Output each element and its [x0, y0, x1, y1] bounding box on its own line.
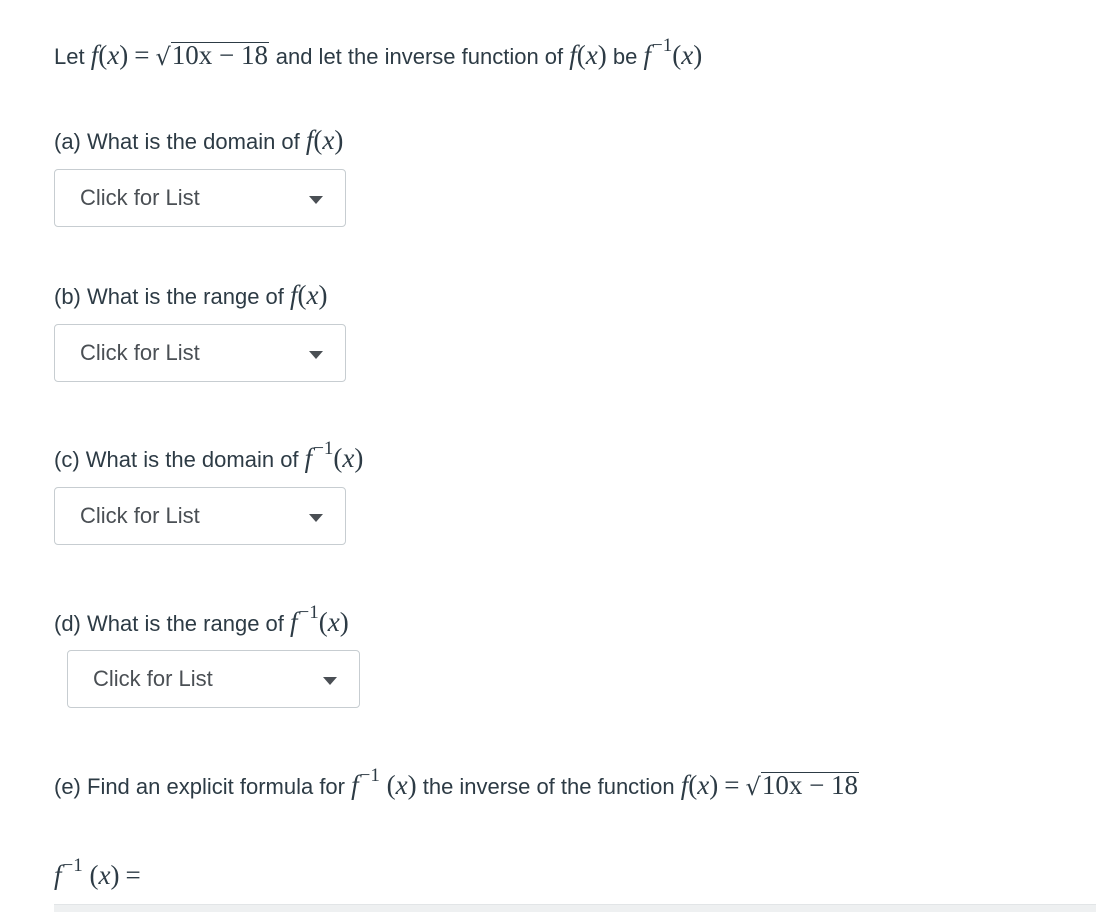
dropdown-placeholder: Click for List	[80, 340, 200, 365]
part-e-label: (e) Find an explicit formula for $f^{-1}$ (x) the inverse of the function f(x) = √10x − 18	[54, 765, 859, 801]
part-b-label: (b) What is the range of f(x)	[54, 280, 328, 310]
answer-input[interactable]	[54, 904, 1096, 912]
part-a-dropdown[interactable]	[54, 169, 346, 227]
part-d-dropdown[interactable]	[67, 650, 360, 708]
part-b-dropdown[interactable]	[54, 324, 346, 382]
part-c-label: (c) What is the domain of $f^{-1}(x)$	[54, 438, 364, 473]
answer-prompt: $f^{-1}$ (x) =	[54, 855, 141, 890]
f-inverse-expression: $f^{-1}(x)$	[643, 35, 703, 70]
dropdown-placeholder: Click for List	[80, 503, 200, 528]
intro-line	[54, 35, 703, 74]
part-a-label: (a) What is the domain of f(x)	[54, 125, 344, 155]
caret-down-icon	[309, 196, 323, 204]
intro-be: be	[612, 44, 638, 69]
caret-down-icon	[309, 514, 323, 522]
f-of-x-expression: f(x) = √10x − 18	[90, 40, 268, 71]
dropdown-placeholder: Click for List	[93, 666, 213, 691]
f-of-x-ref: f(x)	[569, 40, 607, 70]
part-c-dropdown[interactable]	[54, 487, 346, 545]
dropdown-placeholder: Click for List	[80, 185, 200, 210]
caret-down-icon	[323, 677, 337, 685]
intro-prefix: Let	[54, 44, 85, 69]
part-d-label: (d) What is the range of $f^{-1}(x)$	[54, 602, 349, 637]
caret-down-icon	[309, 351, 323, 359]
intro-middle: and let the inverse function of	[275, 44, 564, 69]
radicand: 10x − 18	[171, 40, 268, 70]
